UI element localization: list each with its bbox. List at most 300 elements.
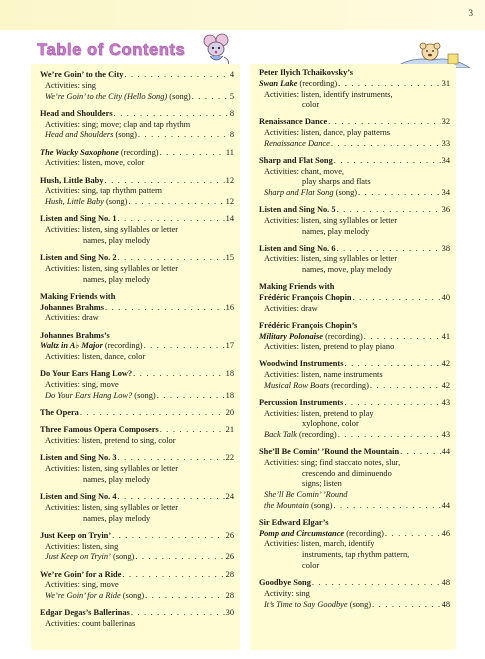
activities-line <box>40 380 234 391</box>
toc-entry[interactable] <box>40 369 234 401</box>
dot-leader <box>160 148 225 159</box>
entry-title <box>259 244 336 255</box>
activities-text: Activities: chant, move, <box>264 166 345 176</box>
toc-entry[interactable] <box>40 292 234 324</box>
page-ref: 12 <box>225 175 234 185</box>
entry-title <box>45 552 134 563</box>
media-type-text: (song) <box>103 197 128 206</box>
page-ref: 24 <box>225 492 234 501</box>
entry-title <box>259 79 337 90</box>
activities-text: Activities: listen, dance, play patterns <box>264 128 391 138</box>
entry-title-text: Woodwind Instruments <box>259 359 344 369</box>
activities-text: names, play melody <box>83 474 151 484</box>
work-title-text: It’s Time to Say Goodbye <box>264 599 348 609</box>
work-title-text: Swan Lake <box>259 78 298 88</box>
entry-title-text: Peter Ilyich Tchaikovsky’s <box>259 68 353 77</box>
dot-leader <box>144 341 225 352</box>
page-ref: 43 <box>441 397 450 407</box>
entry-title <box>264 430 337 441</box>
activities-text: instruments, tap rhythm pattern, <box>302 550 410 560</box>
toc-title-line <box>259 282 450 293</box>
entry-title-text: Listen and Sing No. 6 <box>259 243 336 253</box>
toc-entry[interactable] <box>40 408 234 419</box>
activities-line <box>259 254 450 265</box>
entry-title <box>264 139 330 150</box>
dot-leader <box>105 303 225 314</box>
page-ref: 18 <box>225 390 234 400</box>
entry-title <box>40 369 132 380</box>
dot-leader <box>114 109 229 120</box>
page-ref: 34 <box>441 188 450 198</box>
entry-title-text: She’ll Be Comin’ ’Round the Mountain <box>259 447 400 457</box>
activities-text: Activities: sing; move; clap and tap rhythm <box>45 119 191 129</box>
toc-title-line <box>40 453 234 464</box>
work-title-text: The Wacky Saxophone <box>40 147 119 157</box>
toc-title-line <box>40 303 234 314</box>
toc-subentry-line <box>40 92 234 103</box>
activities-continuation <box>259 469 450 480</box>
toc-entry[interactable] <box>259 156 450 199</box>
media-type-text: (recording) <box>297 78 338 88</box>
toc-title-line <box>259 68 450 79</box>
page-ref: 14 <box>225 214 234 224</box>
toc-title-line <box>40 331 234 342</box>
work-title-text: Pomp and Circumstance <box>259 528 345 538</box>
entry-title <box>259 578 311 589</box>
work-title-text: Just Keep on Tryin’ <box>45 552 111 562</box>
page-ref: 17 <box>225 341 234 351</box>
dot-leader <box>80 408 225 419</box>
toc-title-line <box>259 529 450 540</box>
dot-leader <box>385 529 441 540</box>
entry-title-text: The Opera <box>40 408 79 417</box>
activities-text: Activities: listen, pretend to play <box>264 408 374 418</box>
activities-line <box>40 120 234 131</box>
activities-text: Activities: listen, sing syllables or letter <box>45 225 179 234</box>
toc-entry[interactable] <box>259 244 450 276</box>
dot-leader <box>118 214 225 225</box>
toc-title-line <box>40 214 234 225</box>
toc-entry[interactable] <box>40 109 234 141</box>
page-ref: 8 <box>229 130 234 140</box>
activities-text: Activities: listen, identify instruments, <box>264 89 393 99</box>
toc-left-column <box>31 64 240 650</box>
activities-line <box>40 352 234 363</box>
entry-title-text: Making Friends with <box>40 291 116 301</box>
dot-leader <box>105 176 225 187</box>
activities-text: Activities: draw <box>45 313 99 323</box>
dot-leader <box>122 570 224 581</box>
entry-title-text: Head and Shoulders <box>40 108 113 118</box>
page-ref: 21 <box>225 425 234 435</box>
activities-text: play sharps and flats <box>302 177 371 187</box>
toc-entry[interactable] <box>40 492 234 524</box>
media-type-text: (recording) <box>102 341 143 351</box>
toc-subentry-line <box>40 552 234 563</box>
activities-line <box>259 90 450 101</box>
toc-title-line <box>259 447 450 458</box>
media-type-text: (song) <box>110 552 135 562</box>
toc-title-line <box>259 332 450 343</box>
toc-entry[interactable] <box>259 205 450 237</box>
activities-line <box>40 186 234 197</box>
toc-title-line <box>40 176 234 187</box>
activities-line <box>40 619 234 630</box>
activities-line <box>259 539 450 550</box>
toc-entry[interactable] <box>259 321 450 353</box>
toc-subentry-line <box>259 188 450 199</box>
activities-text: Activities: listen, sing syllables or letter <box>45 263 179 273</box>
activities-text: Activities: count ballerinas <box>45 619 136 628</box>
page-ref: 26 <box>225 552 234 562</box>
toc-entry[interactable] <box>40 148 234 170</box>
toc-entry[interactable] <box>259 117 450 149</box>
activities-text: Activities: listen, sing syllables or letter <box>264 254 398 264</box>
entry-title <box>259 205 336 216</box>
toc-right-column <box>250 64 456 650</box>
media-type-text: (recording) <box>322 331 363 341</box>
activities-text: color <box>302 560 320 570</box>
activities-continuation <box>259 561 450 572</box>
dot-leader <box>333 501 440 512</box>
dot-leader <box>364 332 441 343</box>
entry-title <box>40 176 104 187</box>
activities-line <box>40 542 234 553</box>
activities-text: color <box>302 100 320 110</box>
entry-title <box>40 214 117 225</box>
entry-title-text: Sir Edward Elgar’s <box>259 517 329 527</box>
toc-title-line <box>40 492 234 503</box>
page-ref: 16 <box>225 302 234 312</box>
toc-entry[interactable] <box>40 608 234 630</box>
entry-title-text: Hush, Little Baby <box>40 175 104 185</box>
dot-leader <box>118 253 225 264</box>
media-type-text: (song) <box>113 130 137 140</box>
entry-title-text: Just Keep on Tryin’ <box>40 530 112 540</box>
work-title-text: Back Talk <box>264 430 297 440</box>
toc-entry[interactable] <box>40 253 234 285</box>
page-ref: 30 <box>225 608 234 618</box>
dot-leader <box>334 156 441 167</box>
toc-subentry-line <box>40 130 234 141</box>
activities-line <box>40 264 234 275</box>
activities-text: Activities: listen, name instruments <box>264 370 383 380</box>
dot-leader <box>338 430 441 441</box>
toc-entry[interactable] <box>40 570 234 602</box>
dot-leader <box>135 552 224 563</box>
activities-line <box>259 304 450 315</box>
page-ref: 40 <box>441 292 450 302</box>
dot-leader <box>372 600 441 611</box>
toc-entry[interactable] <box>259 447 450 512</box>
entry-title <box>264 381 369 392</box>
media-type-text: (song) <box>333 188 358 198</box>
work-title-text: She’ll Be Comin’ ’Round <box>264 490 348 500</box>
activities-line <box>259 370 450 381</box>
entry-title <box>40 492 117 503</box>
dot-leader <box>157 391 225 402</box>
toc-title-line <box>40 253 234 264</box>
entry-title-text: Frédéric François Chopin’s <box>259 320 358 330</box>
entry-title-text: We’re Goin’ to the City <box>40 70 124 79</box>
dot-leader <box>344 398 440 409</box>
entry-title <box>40 425 159 436</box>
entry-title-text: Sharp and Flat Song <box>259 155 333 165</box>
activities-line <box>259 167 450 178</box>
page-ref: 43 <box>441 430 450 440</box>
entry-title-text: Do Your Ears Hang Low? <box>40 369 133 379</box>
toc-subentry-line <box>259 381 450 392</box>
toc-entry[interactable] <box>40 425 234 447</box>
dot-leader <box>328 117 440 128</box>
activities-continuation <box>40 236 234 247</box>
media-type-text: (song) <box>347 599 372 609</box>
toc-title-line <box>259 79 450 90</box>
work-title-text: We’re Goin’ for a Ride <box>45 591 121 600</box>
activities-line <box>259 342 450 353</box>
dot-leader <box>337 244 441 255</box>
dot-leader <box>370 381 441 392</box>
entry-title <box>264 501 332 512</box>
dot-leader <box>192 92 229 103</box>
dot-leader <box>112 531 225 542</box>
entry-title <box>259 117 327 128</box>
toc-entry[interactable] <box>259 518 450 572</box>
dot-leader <box>344 359 440 370</box>
page-ref: 31 <box>441 78 450 88</box>
page-ref: 32 <box>441 117 450 127</box>
media-type-text: (song) <box>120 591 145 600</box>
toc-title-line <box>259 578 450 589</box>
entry-title <box>264 188 357 199</box>
work-title-text: Military Polonaise <box>259 331 323 341</box>
page-ref: 26 <box>225 530 234 540</box>
entry-title <box>40 148 159 159</box>
toc-title-line <box>259 244 450 255</box>
activities-line <box>40 225 234 236</box>
toc-title-line <box>40 608 234 619</box>
toc-title-line <box>259 205 450 216</box>
dot-leader <box>118 453 225 464</box>
activities-text: Activities: listen, march, identify <box>264 539 375 549</box>
page-ref: 36 <box>441 205 450 215</box>
activities-line <box>40 503 234 514</box>
activities-continuation <box>259 419 450 430</box>
activities-continuation <box>40 514 234 525</box>
entry-title <box>40 408 79 419</box>
activities-text: Activity: sing <box>264 588 310 598</box>
activities-text: Activities: sing, tap rhythm pattern <box>45 186 162 196</box>
activities-line <box>40 436 234 447</box>
activities-text: Activities: draw <box>264 303 318 313</box>
page-ref: 48 <box>441 599 450 609</box>
entry-title-text: Renaissance Dance <box>259 117 328 127</box>
work-title-text: Head and Shoulders <box>45 130 114 140</box>
activities-text: Activities: listen, pretend to sing, color <box>45 436 176 445</box>
page-ref: 18 <box>225 369 234 379</box>
media-type-text: (recording) <box>118 147 159 157</box>
dot-leader <box>131 608 225 619</box>
toc-title-line <box>40 570 234 581</box>
activities-line <box>40 81 234 92</box>
toc-title-line <box>40 408 234 419</box>
entry-title <box>259 359 343 370</box>
entry-title <box>40 253 117 264</box>
dot-leader <box>160 425 225 436</box>
toc-entry[interactable] <box>259 578 450 610</box>
page-ref: 34 <box>441 155 450 165</box>
page-ref: 46 <box>441 528 450 538</box>
work-title-text: the Mountain <box>264 500 309 510</box>
page-ref: 41 <box>441 331 450 341</box>
entry-title <box>40 341 143 352</box>
page-ref: 8 <box>229 108 234 118</box>
toc-subentry-line <box>40 391 234 402</box>
dot-leader <box>138 130 229 141</box>
media-type-text: (recording) <box>329 380 369 390</box>
toc-title-line <box>40 109 234 120</box>
dot-leader <box>353 293 441 304</box>
page-ref: 5 <box>229 91 234 101</box>
toc-entry[interactable] <box>40 531 234 563</box>
entry-title <box>45 591 144 602</box>
activities-line <box>40 464 234 475</box>
activities-text: xylophone, color <box>302 419 359 429</box>
activities-text: Activities: listen, dance, color <box>45 352 146 361</box>
page-ref: 48 <box>441 578 450 588</box>
entry-title-text: Listen and Sing No. 1 <box>40 214 117 224</box>
page-ref: 11 <box>225 147 234 157</box>
mouse-mascot-icon <box>200 32 234 66</box>
page-title: Table of Contents <box>37 41 186 59</box>
page-ref: 15 <box>225 253 234 262</box>
toc-title-line <box>259 156 450 167</box>
activities-continuation <box>40 275 234 286</box>
toc-title-line <box>259 398 450 409</box>
work-title-text: Waltz in A♭ Major <box>40 341 103 351</box>
entry-title-text: Frédéric François Chopin <box>259 292 352 302</box>
entry-title <box>259 293 352 304</box>
top-band <box>0 0 485 30</box>
page-number: 3 <box>468 8 473 18</box>
work-title-text: Musical Row Boats <box>264 380 330 390</box>
entry-title-text: Listen and Sing No. 3 <box>40 453 117 463</box>
activities-text: names, play melody <box>83 513 151 523</box>
entry-title-text: Goodbye Song <box>259 578 311 588</box>
page-ref: 38 <box>441 243 450 253</box>
entry-title-text: Listen and Sing No. 4 <box>40 492 117 501</box>
toc-entry[interactable] <box>40 70 234 102</box>
entry-title <box>40 303 104 314</box>
activities-text: names, move, play melody <box>302 265 393 275</box>
activities-text: Activities: listen, sing syllables or letter <box>45 464 179 473</box>
toc-entry[interactable] <box>40 176 234 208</box>
toc-entry[interactable] <box>40 331 234 363</box>
page-ref: 4 <box>229 70 234 79</box>
dot-leader <box>145 591 224 602</box>
entry-title-text: Percussion Instruments <box>259 397 344 407</box>
activities-text: Activities: listen, move, color <box>45 158 145 168</box>
activities-text: Activities: listen, sing <box>45 541 119 551</box>
activities-text: Activities: sing; find staccato notes, slur, <box>264 457 401 467</box>
dot-leader <box>331 139 441 150</box>
entry-title-text: Listen and Sing No. 5 <box>259 205 336 215</box>
activities-continuation <box>259 265 450 276</box>
page-ref: 44 <box>441 447 450 457</box>
activities-text: crescendo and diminuendo <box>302 468 392 478</box>
entry-title <box>40 531 111 542</box>
entry-title <box>40 453 117 464</box>
activities-line <box>259 216 450 227</box>
media-type-text: (song) <box>132 390 156 400</box>
entry-title-text: Johannes Brahms <box>40 302 104 312</box>
dot-leader <box>400 447 440 458</box>
toc-title-line <box>259 293 450 304</box>
entry-title-text: Three Famous Opera Composers <box>40 425 159 435</box>
activities-line <box>259 409 450 420</box>
page-ref: 33 <box>441 138 450 148</box>
work-title-text: We’re Goin’ to the City (Hello Song) <box>45 91 168 101</box>
toc-subentry-line <box>259 139 450 150</box>
entry-title <box>259 398 343 409</box>
toc-entry[interactable] <box>259 68 450 111</box>
toc-subentry-line <box>259 600 450 611</box>
toc-title-line <box>40 148 234 159</box>
toc-entry[interactable] <box>40 453 234 485</box>
toc-title-line <box>40 292 234 303</box>
activities-text: Activities: sing, move <box>45 380 119 389</box>
toc-entry[interactable] <box>40 214 234 246</box>
entry-title <box>259 447 399 458</box>
entry-title <box>259 332 363 343</box>
activities-text: names, play melody <box>83 274 151 284</box>
activities-continuation <box>259 100 450 111</box>
dot-leader <box>124 70 228 81</box>
work-title-text: Hush, Little Baby <box>45 197 104 206</box>
activities-text: Activities: sing <box>45 80 96 90</box>
activities-text: signs; listen <box>302 479 342 489</box>
activities-line <box>40 313 234 324</box>
page-ref: 12 <box>225 197 234 206</box>
toc-entry[interactable] <box>259 398 450 441</box>
entry-title <box>264 600 371 611</box>
entry-title <box>45 197 127 208</box>
toc-subentry-line <box>259 490 450 501</box>
activities-text: Activities: listen, sing syllables or letter <box>264 215 398 225</box>
page-ref: 28 <box>225 591 234 600</box>
activities-text: Activities: listen, pretend to play piano <box>264 342 395 352</box>
toc-subentry-line <box>40 591 234 602</box>
page-ref: 42 <box>441 359 450 369</box>
toc-entry[interactable] <box>259 282 450 314</box>
entry-title <box>45 130 137 141</box>
toc-entry[interactable] <box>259 359 450 391</box>
page-ref: 28 <box>225 569 234 579</box>
toc-title-line <box>259 117 450 128</box>
activities-text: names, play melody <box>302 226 370 236</box>
activities-continuation <box>259 479 450 490</box>
toc-title-line <box>40 369 234 380</box>
toc-title-line <box>259 321 450 332</box>
activities-line <box>259 589 450 600</box>
toc-title-line <box>40 531 234 542</box>
entry-title-text: Edgar Degas’s Ballerinas <box>40 608 130 618</box>
entry-title <box>45 92 191 103</box>
activities-text: names, play melody <box>83 235 151 245</box>
entry-title-text: Listen and Sing No. 2 <box>40 253 117 262</box>
activities-line <box>259 458 450 469</box>
toc-title-line <box>40 425 234 436</box>
